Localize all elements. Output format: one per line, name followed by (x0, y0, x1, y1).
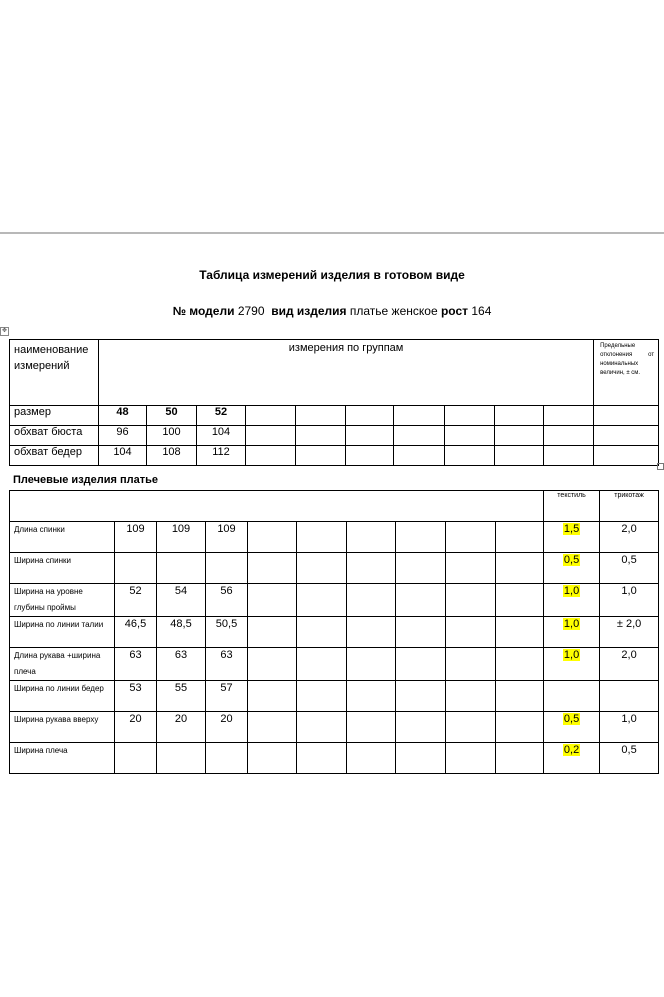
value-cell: 104 (197, 426, 246, 446)
empty-cell (297, 648, 347, 681)
table-header-row (10, 340, 659, 406)
table-row (10, 446, 659, 466)
empty-cell (544, 406, 594, 426)
table-move-handle-icon[interactable]: ✥ (1, 328, 8, 334)
row-label: Длина рукава +ширина плеча (10, 648, 115, 681)
empty-cell (347, 681, 396, 712)
value-cell: 55 (157, 681, 206, 712)
value-cell: 50 (147, 406, 197, 426)
document-title: Таблица измерений изделия в готовом виде (199, 268, 465, 282)
value-cell: 20 (157, 712, 206, 743)
empty-cell (396, 522, 446, 553)
value-cell: 52 (197, 406, 246, 426)
textile-value: 0,5 (563, 713, 580, 725)
empty-cell (446, 743, 496, 774)
value-cell: 57 (206, 681, 248, 712)
empty-cell (347, 553, 396, 584)
row-label: Ширина по линии талии (10, 617, 115, 648)
value-cell: 108 (147, 446, 197, 466)
textile-cell (544, 681, 600, 712)
textile-cell (544, 553, 600, 584)
type-value: платье женское (349, 304, 438, 318)
empty-cell (248, 743, 297, 774)
textile-cell (544, 584, 600, 617)
page-separator (0, 232, 664, 234)
empty-cell (496, 617, 544, 648)
header-empty-cell (10, 491, 544, 522)
header-name-cell: наименование измерений (10, 340, 99, 406)
empty-cell (297, 553, 347, 584)
value-cell: 104 (99, 446, 147, 466)
empty-cell (296, 446, 346, 466)
header-textile: текстиль (544, 491, 600, 522)
empty-cell (347, 743, 396, 774)
value-cell: 56 (206, 584, 248, 617)
empty-cell (594, 406, 659, 426)
header-tolerance-cell: Предельные отклонения от номинальных величин, ± см. (594, 340, 659, 406)
row-label: размер (10, 406, 99, 426)
empty-cell (346, 446, 394, 466)
empty-cell (248, 522, 297, 553)
empty-cell (445, 406, 495, 426)
textile-cell (544, 648, 600, 681)
model-number: 2790 (237, 304, 265, 318)
knit-cell: 1,0 (600, 584, 659, 617)
value-cell: 63 (206, 648, 248, 681)
empty-cell (446, 584, 496, 617)
empty-cell (495, 426, 544, 446)
empty-cell (446, 712, 496, 743)
table-row (10, 426, 659, 446)
empty-cell (445, 446, 495, 466)
textile-cell (544, 743, 600, 774)
empty-cell (394, 426, 445, 446)
table-row (10, 648, 659, 681)
value-cell: 109 (115, 522, 157, 553)
empty-cell (347, 617, 396, 648)
empty-cell (396, 648, 446, 681)
table-row (10, 617, 659, 648)
knit-cell: ± 2,0 (600, 617, 659, 648)
empty-cell (496, 648, 544, 681)
table-header-row (10, 491, 659, 522)
empty-cell (297, 522, 347, 553)
empty-cell (396, 743, 446, 774)
value-cell: 48 (99, 406, 147, 426)
empty-cell (496, 743, 544, 774)
table-row (10, 522, 659, 553)
value-cell (115, 553, 157, 584)
row-label: Ширина рукава вверху (10, 712, 115, 743)
textile-value: 1,0 (563, 649, 580, 661)
knit-cell (600, 681, 659, 712)
header-knit: трикотаж (600, 491, 659, 522)
empty-cell (496, 584, 544, 617)
textile-cell (544, 712, 600, 743)
table-row (10, 712, 659, 743)
empty-cell (496, 712, 544, 743)
empty-cell (394, 446, 445, 466)
knit-cell: 0,5 (600, 743, 659, 774)
height-value: 164 (471, 304, 492, 318)
measurements-table (9, 339, 659, 466)
value-cell: 20 (206, 712, 248, 743)
value-cell: 112 (197, 446, 246, 466)
empty-cell (396, 617, 446, 648)
empty-cell (297, 712, 347, 743)
empty-cell (296, 426, 346, 446)
empty-cell (446, 553, 496, 584)
empty-cell (396, 712, 446, 743)
empty-cell (246, 446, 296, 466)
empty-cell (446, 617, 496, 648)
empty-cell (495, 406, 544, 426)
empty-cell (297, 681, 347, 712)
row-label: Ширина по линии бедер (10, 681, 115, 712)
empty-cell (544, 446, 594, 466)
row-label: Ширина на уровне глубины проймы (10, 584, 115, 617)
textile-cell (544, 522, 600, 553)
table-row (10, 553, 659, 584)
textile-value: 1,0 (563, 585, 580, 597)
value-cell (115, 743, 157, 774)
table-row (10, 406, 659, 426)
value-cell: 20 (115, 712, 157, 743)
empty-cell (446, 522, 496, 553)
knit-cell: 2,0 (600, 522, 659, 553)
textile-value: 1,0 (563, 618, 580, 630)
empty-cell (296, 406, 346, 426)
table-resize-handle-icon[interactable] (657, 463, 664, 470)
empty-cell (248, 617, 297, 648)
empty-cell (496, 681, 544, 712)
empty-cell (394, 406, 445, 426)
value-cell (157, 743, 206, 774)
empty-cell (347, 522, 396, 553)
document-subtitle (0, 304, 664, 318)
row-label: обхват бедер (10, 446, 99, 466)
row-label: обхват бюста (10, 426, 99, 446)
value-cell: 63 (157, 648, 206, 681)
table-row (10, 743, 659, 774)
empty-cell (396, 681, 446, 712)
shoulder-products-table (9, 490, 659, 774)
row-label: Ширина спинки (10, 553, 115, 584)
textile-value: 1,5 (563, 523, 580, 535)
empty-cell (496, 522, 544, 553)
model-label: № модели (172, 304, 235, 318)
empty-cell (544, 426, 594, 446)
value-cell: 54 (157, 584, 206, 617)
empty-cell (445, 426, 495, 446)
empty-cell (248, 648, 297, 681)
knit-cell: 0,5 (600, 553, 659, 584)
value-cell: 109 (206, 522, 248, 553)
knit-cell: 2,0 (600, 648, 659, 681)
value-cell: 109 (157, 522, 206, 553)
empty-cell (347, 712, 396, 743)
knit-cell: 1,0 (600, 712, 659, 743)
textile-value: 0,2 (563, 744, 580, 756)
empty-cell (396, 584, 446, 617)
value-cell: 48,5 (157, 617, 206, 648)
empty-cell (297, 743, 347, 774)
empty-cell (246, 406, 296, 426)
height-label: рост (440, 304, 469, 318)
table-row (10, 681, 659, 712)
empty-cell (594, 426, 659, 446)
value-cell: 52 (115, 584, 157, 617)
type-label: вид изделия (271, 304, 347, 318)
empty-cell (248, 681, 297, 712)
empty-cell (347, 648, 396, 681)
textile-value: 0,5 (563, 554, 580, 566)
value-cell: 100 (147, 426, 197, 446)
value-cell: 46,5 (115, 617, 157, 648)
empty-cell (297, 584, 347, 617)
empty-cell (248, 553, 297, 584)
value-cell (206, 743, 248, 774)
table-row (10, 584, 659, 617)
empty-cell (346, 406, 394, 426)
value-cell (157, 553, 206, 584)
empty-cell (297, 617, 347, 648)
empty-cell (347, 584, 396, 617)
section-title: Плечевые изделия платье (13, 474, 158, 486)
empty-cell (594, 446, 659, 466)
empty-cell (346, 426, 394, 446)
empty-cell (446, 648, 496, 681)
empty-cell (446, 681, 496, 712)
value-cell (206, 553, 248, 584)
value-cell: 50,5 (206, 617, 248, 648)
textile-cell (544, 617, 600, 648)
empty-cell (248, 712, 297, 743)
empty-cell (396, 553, 446, 584)
header-groups-cell: измерения по группам (99, 340, 594, 406)
value-cell: 53 (115, 681, 157, 712)
empty-cell (246, 426, 296, 446)
row-label: Длина спинки (10, 522, 115, 553)
empty-cell (495, 446, 544, 466)
empty-cell (248, 584, 297, 617)
value-cell: 96 (99, 426, 147, 446)
value-cell: 63 (115, 648, 157, 681)
row-label: Ширина плеча (10, 743, 115, 774)
empty-cell (496, 553, 544, 584)
